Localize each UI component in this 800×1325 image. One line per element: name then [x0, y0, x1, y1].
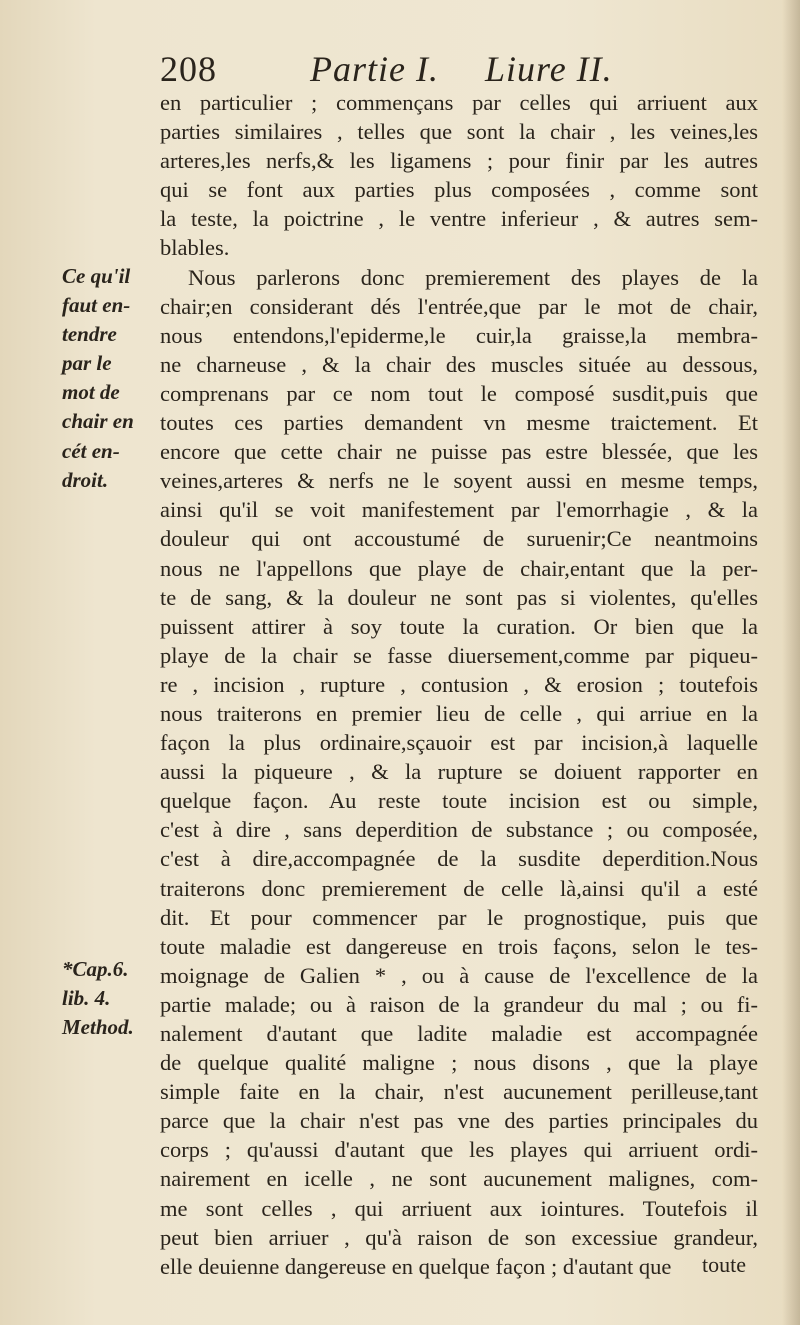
- text-line: blables.: [160, 235, 230, 261]
- page-edge-shadow: [782, 0, 800, 1325]
- margin-line: Method.: [62, 1015, 134, 1040]
- text-line: parties similaires , telles que sont la chair , les veines,les: [160, 119, 758, 145]
- running-header: [160, 40, 780, 90]
- text-line: nous entendons,l'epiderme,le cuir,la graisse,la membra-: [160, 322, 758, 348]
- margin-line: par le: [62, 351, 112, 376]
- margin-line: Ce qu'il: [62, 264, 131, 288]
- text-line: la teste, la poictrine , le ventre inferieur , & autres sem-: [160, 206, 758, 232]
- text-line: nairement en icelle , ne sont aucunement malignes, com-: [160, 1166, 758, 1192]
- header-part: Partie I.: [310, 49, 439, 89]
- text-line: aussi la piqueure , & la rupture se doiuent rapporter en: [160, 759, 758, 785]
- text-line: ainsi qu'il se voit manifestement par l'emorrhagie , & la: [160, 497, 758, 523]
- margin-line: tendre: [62, 322, 117, 347]
- text-line: chair;en considerant dés l'entrée,que par le mot de chair,: [160, 293, 758, 319]
- text-line: corps ; qu'aussi d'autant que les playes qui arriuent ordi-: [160, 1137, 758, 1163]
- text-line: toute maladie est dangereuse en trois façons, selon le tes-: [160, 933, 758, 959]
- margin-line: chair en: [62, 409, 134, 434]
- text-line: en particulier ; commençans par celles qui arriuent aux: [160, 90, 758, 115]
- text-line: te de sang, & la douleur ne sont pas si violentes, qu'elles: [160, 584, 758, 610]
- text-line: douleur qui ont accoustumé de suruenir;Ce neantmoins: [160, 526, 758, 552]
- margin-note-chair: [62, 262, 152, 495]
- margin-line: faut en-: [62, 293, 131, 318]
- text-line: qui se font aux parties plus composées , comme sont: [160, 177, 758, 203]
- text-line: dit. Et pour commencer par le prognostique, puis que: [160, 904, 758, 930]
- text-line: de quelque qualité maligne ; nous disons , que la playe: [160, 1050, 758, 1076]
- margin-line: mot de: [62, 380, 120, 405]
- text-line: nalement d'autant que ladite maladie est accompagnée: [160, 1021, 758, 1046]
- margin-line: *Cap.6.: [62, 957, 129, 981]
- margin-note-citation: [62, 955, 152, 1042]
- text-line: me sont celles , qui arriuent aux iointures. Toutefois il: [160, 1195, 758, 1221]
- margin-line: cét en-: [62, 438, 120, 463]
- text-line: nous ne l'appellons que playe de chair,entant que la per-: [160, 555, 758, 581]
- text-line: re , incision , rupture , contusion , & erosion ; toutefois: [160, 671, 758, 697]
- text-line: c'est à dire , sans deperdition de substance ; ou composée,: [160, 817, 758, 843]
- text-line: quelque façon. Au reste toute incision est ou simple,: [160, 788, 758, 814]
- text-line: playe de la chair se fasse diuersement,comme par piqueu-: [160, 642, 758, 668]
- main-text: [160, 88, 758, 1281]
- margin-line: lib. 4.: [62, 986, 111, 1011]
- text-line: comprenans par ce nom tout le composé susdit,puis que: [160, 380, 758, 406]
- text-line: partie malade; ou à raison de la grandeur du mal ; ou fi-: [160, 991, 758, 1017]
- text-line: moignage de Galien * , ou à cause de l'excellence de la: [160, 962, 758, 988]
- text-line: arteres,les nerfs,& les ligamens ; pour finir par les autres: [160, 148, 758, 174]
- text-line: simple faite en la chair, n'est aucunement perilleuse,tant: [160, 1079, 758, 1105]
- header-livre: Liure II.: [485, 49, 613, 89]
- text-line: nous traiterons en premier lieu de celle , qui arriue en la: [160, 700, 758, 726]
- text-line: peut bien arriuer , qu'à raison de son excessiue grandeur,: [160, 1224, 758, 1250]
- text-line: c'est à dire,accompagnée de la susdite deperdition.Nous: [160, 846, 758, 872]
- text-line: parce que la chair n'est pas vne des parties principales du: [160, 1108, 758, 1134]
- text-line: veines,arteres & nerfs ne le soyent aussi en mesme temps,: [160, 468, 758, 494]
- text-line: elle deuienne dangereuse en quelque façon ; d'autant que: [160, 1253, 672, 1279]
- text-line: traiterons donc premierement de celle là,ainsi qu'il a esté: [160, 875, 758, 901]
- page-number: 208: [160, 49, 217, 89]
- text-line: ne charneuse , & la chair des muscles située au dessous,: [160, 351, 758, 377]
- text-line: encore que cette chair ne puisse pas estre blessée, que les: [160, 439, 758, 465]
- text-line: façon la plus ordinaire,sçauoir est par incision,à laquelle: [160, 730, 758, 756]
- catchword: toute: [702, 1252, 746, 1277]
- text-line: toutes ces parties demandent vn mesme traictement. Et: [160, 410, 758, 436]
- margin-line: droit.: [62, 467, 109, 492]
- text-line: puissent attirer à soy toute la curation. Or bien que la: [160, 613, 758, 639]
- text-line: Nous parlerons donc premierement des playes de la: [188, 264, 758, 290]
